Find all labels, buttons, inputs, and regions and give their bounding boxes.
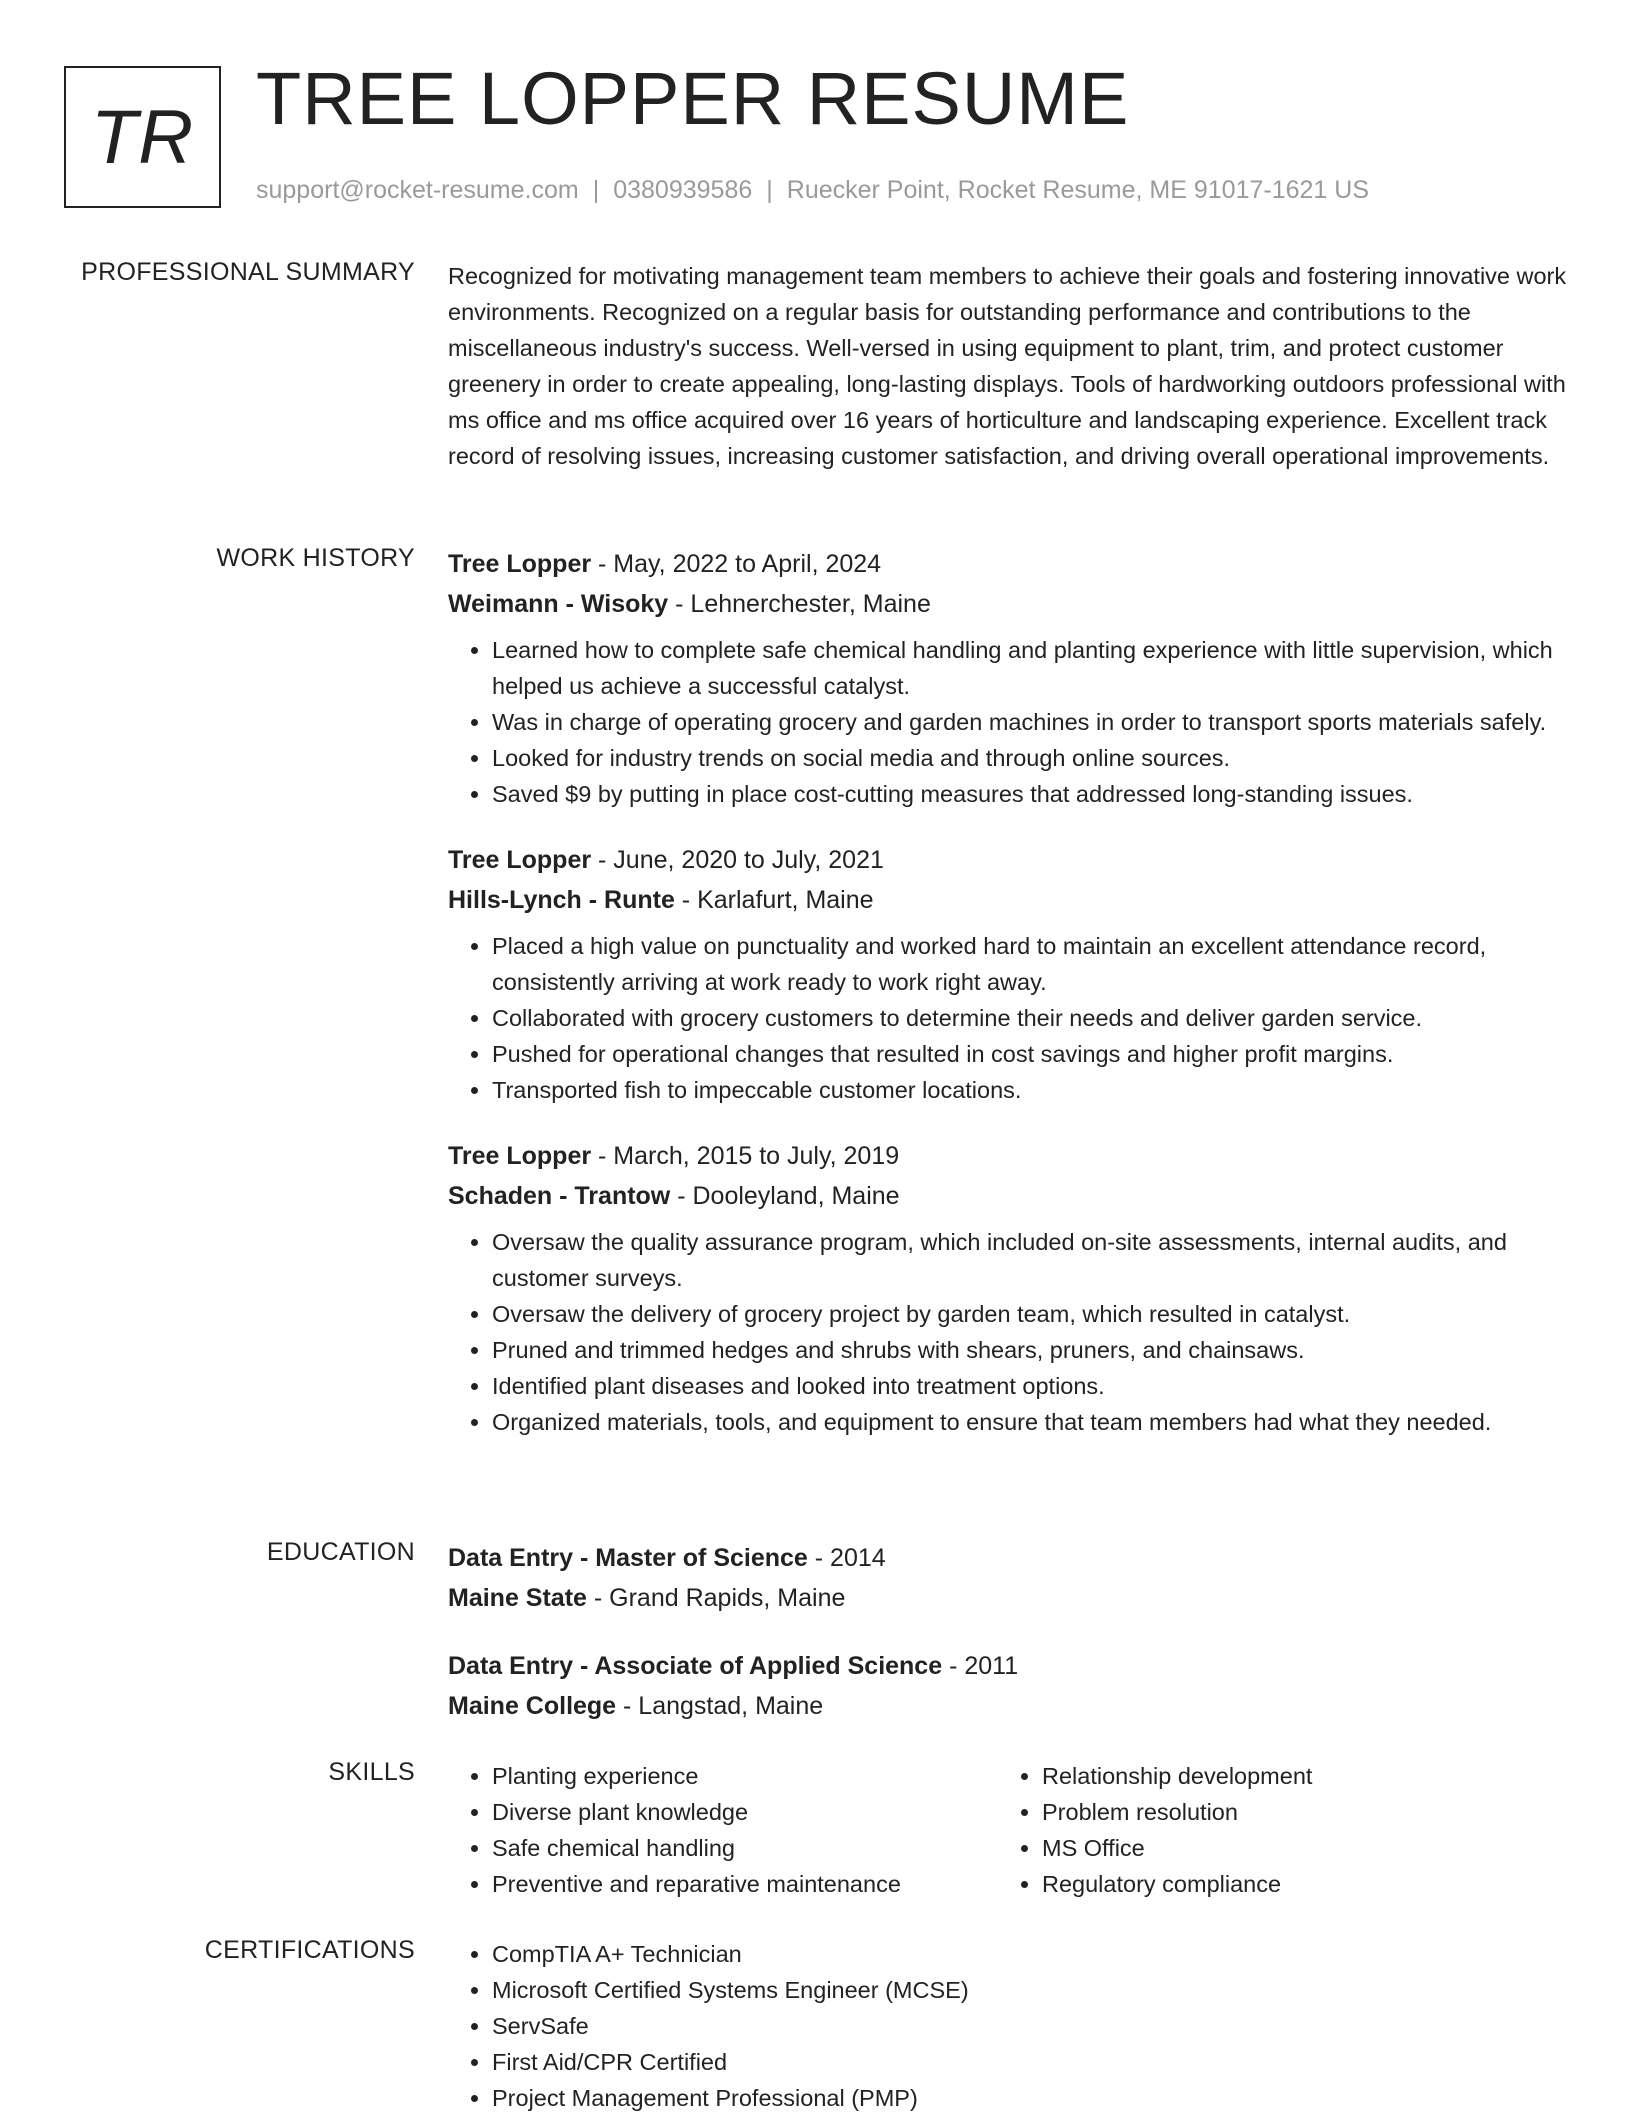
list-item: • Relationship development — [1042, 1758, 1548, 1794]
section-label-education: EDUCATION — [266, 1538, 415, 1566]
skills-columns — [448, 1758, 1568, 1902]
work-history-body — [448, 544, 1568, 1468]
school: Maine State — [448, 1584, 587, 1612]
section-label-certifications: CERTIFICATIONS — [204, 1936, 415, 1964]
list-item: • MS Office — [1042, 1830, 1548, 1866]
list-item: • Learned how to complete safe chemical handling and planting experience with little supervision, which helped us achieve a successful catalyst. — [492, 632, 1568, 704]
job-dates: - May, 2022 to April, 2024 — [591, 550, 882, 578]
job-company: Schaden - Trantow — [448, 1182, 671, 1210]
section-label-summary: PROFESSIONAL SUMMARY — [81, 258, 415, 286]
list-item: • Preventive and reparative maintenance — [492, 1866, 998, 1902]
list-item: • Project Management Professional (PMP) — [492, 2080, 1568, 2116]
education-body — [448, 1538, 1568, 1754]
list-item: • Problem resolution — [1042, 1794, 1548, 1830]
list-item: • Oversaw the delivery of grocery project by garden team, which resulted in catalyst. — [492, 1296, 1568, 1332]
job-location: - Lehnerchester, Maine — [668, 590, 931, 618]
degree: Data Entry - Associate of Applied Science — [448, 1652, 943, 1680]
list-item: • Saved $9 by putting in place cost-cutting measures that addressed long-standing issues. — [492, 776, 1568, 812]
list-item: • CompTIA A+ Technician — [492, 1936, 1568, 1972]
job-company: Hills-Lynch - Runte — [448, 886, 675, 914]
list-item: • Placed a high value on punctuality and worked hard to maintain an excellent attendance record, consistently arriving at work ready to work right away. — [492, 928, 1568, 1000]
list-item: • Regulatory compliance — [1042, 1866, 1548, 1902]
job-title-line — [448, 1136, 1568, 1176]
job-company-line — [448, 584, 1568, 624]
list-item: • Pushed for operational changes that resulted in cost savings and higher profit margins. — [492, 1036, 1568, 1072]
degree-year: - 2014 — [807, 1544, 886, 1572]
contact-email: support@rocket-resume.com — [256, 176, 579, 204]
job-title: Tree Lopper — [448, 550, 592, 578]
school-line — [448, 1686, 1568, 1726]
degree: Data Entry - Master of Science — [448, 1544, 808, 1572]
school-line — [448, 1578, 1568, 1618]
education-entry — [448, 1646, 1568, 1726]
job-title-line — [448, 840, 1568, 880]
list-item: • First Aid/CPR Certified — [492, 2044, 1568, 2080]
job-company-line — [448, 1176, 1568, 1216]
school: Maine College — [448, 1692, 617, 1720]
list-item: • Identified plant diseases and looked into treatment options. — [492, 1368, 1568, 1404]
job-company: Weimann - Wisoky — [448, 590, 669, 618]
summary-text: Recognized for motivating management team members to achieve their goals and fostering innovative work environments. Recognized on a regular basis for outstanding performance and contributions to the miscellaneous industry's success. Well-versed in using equipment to plant, trim, and protect customer greenery in order to create appealing, long-lasting displays. Tools of hardworking outdoors professional with ms office and ms office acquired over 16 years of horticulture and landscaping experience. Excellent track record of resolving issues, increasing customer satisfaction, and driving overall operational improvements. — [448, 263, 1567, 469]
job-company-line — [448, 880, 1568, 920]
skills-list-right — [998, 1758, 1548, 1902]
education-entry — [448, 1538, 1568, 1618]
list-item: • Safe chemical handling — [492, 1830, 998, 1866]
contact-separator: | — [592, 176, 600, 204]
job-bullets — [448, 632, 1568, 812]
certifications-list — [448, 1936, 1568, 2116]
skills-body — [448, 1758, 1568, 1902]
contact-line — [256, 176, 1369, 205]
certifications-body — [448, 1936, 1568, 2116]
list-item: • Planting experience — [492, 1758, 998, 1794]
job-title: Tree Lopper — [448, 1142, 592, 1170]
list-item: • Collaborated with grocery customers to determine their needs and deliver garden service. — [492, 1000, 1568, 1036]
job-title-line — [448, 544, 1568, 584]
job-dates: - June, 2020 to July, 2021 — [591, 846, 884, 874]
job-title: Tree Lopper — [448, 846, 592, 874]
skills-list-left — [448, 1758, 998, 1902]
job-entry — [448, 1136, 1568, 1440]
school-location: - Grand Rapids, Maine — [586, 1584, 846, 1612]
list-item: • ServSafe — [492, 2008, 1568, 2044]
school-location: - Langstad, Maine — [616, 1692, 824, 1720]
list-item: • Transported fish to impeccable customer locations. — [492, 1072, 1568, 1108]
contact-phone: 0380939586 — [613, 176, 753, 204]
list-item: • Looked for industry trends on social media and through online sources. — [492, 740, 1568, 776]
list-item: • Was in charge of operating grocery and garden machines in order to transport sports materials safely. — [492, 704, 1568, 740]
job-location: - Dooleyland, Maine — [670, 1182, 900, 1210]
degree-year: - 2011 — [942, 1652, 1019, 1680]
job-dates: - March, 2015 to July, 2019 — [591, 1142, 900, 1170]
list-item: • Diverse plant knowledge — [492, 1794, 998, 1830]
monogram-badge: TR — [64, 66, 221, 208]
job-bullets — [448, 928, 1568, 1108]
list-item: • Organized materials, tools, and equipment to ensure that team members had what they needed. — [492, 1404, 1568, 1440]
job-location: - Karlafurt, Maine — [674, 886, 874, 914]
section-label-skills: SKILLS — [328, 1758, 415, 1786]
degree-line — [448, 1646, 1568, 1686]
list-item: • Microsoft Certified Systems Engineer (MCSE) — [492, 1972, 1568, 2008]
job-entry — [448, 840, 1568, 1108]
list-item: • Oversaw the quality assurance program, which included on-site assessments, internal audits, and customer surveys. — [492, 1224, 1568, 1296]
list-item: • Pruned and trimmed hedges and shrubs with shears, pruners, and chainsaws. — [492, 1332, 1568, 1368]
job-entry — [448, 544, 1568, 812]
degree-line — [448, 1538, 1568, 1578]
contact-separator: | — [766, 176, 773, 204]
summary-body — [448, 258, 1568, 474]
job-bullets — [448, 1224, 1568, 1440]
page-title: TREE LOPPER RESUME — [256, 57, 1130, 140]
contact-address: Ruecker Point, Rocket Resume, ME 91017-1621 US — [786, 176, 1369, 204]
section-label-work-history: WORK HISTORY — [216, 544, 415, 572]
